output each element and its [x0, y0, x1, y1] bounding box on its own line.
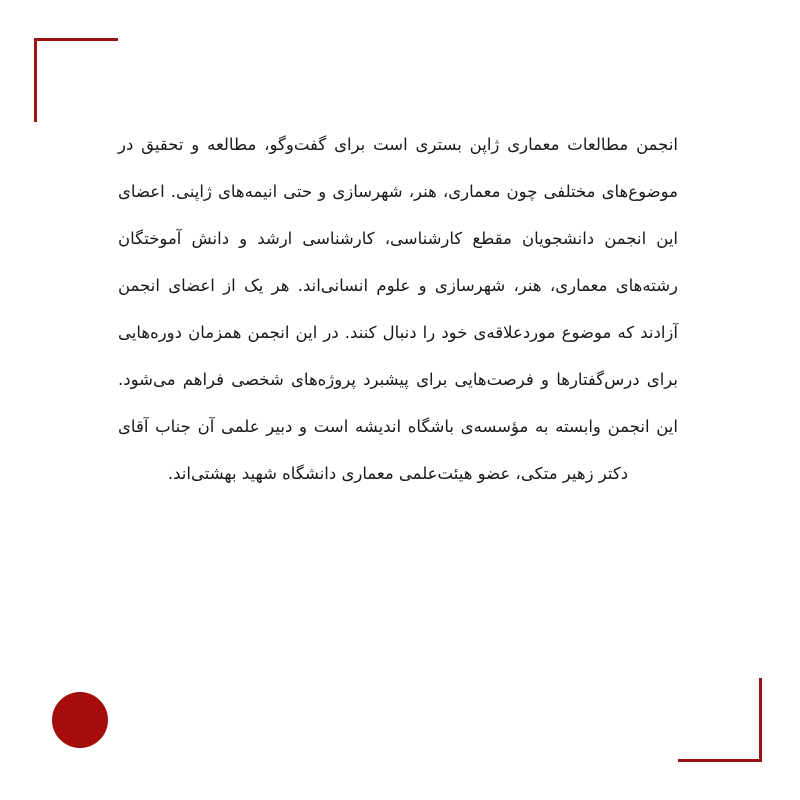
bottom-right-corner-frame-horizontal: [678, 759, 762, 762]
bottom-right-corner-frame-vertical: [759, 678, 762, 762]
top-left-corner-frame-vertical: [34, 38, 37, 122]
association-description-paragraph: انجمن مطالعات معماری ژاپن بستری است برای گفت‌وگو، مطالعه و تحقیق در موضوع‌های مختلفی چون معماری، هنر، شهرسازی و حتی انیمه‌های ژاپنی. اعضای این انجمن دانشجویان مقطع کارشناسی، کارشناسی ارشد و دانش آموختگان رشته‌های معماری، هنر، شهرسازی و علوم انسانی‌اند. هر یک از اعضای انجمن آزادند که موضوع مورد‌علاقه‌ی خود را دنبال کنند. در این انجمن همزمان دوره‌هایی برای درس‌گفتارها و فرصت‌هایی برای پیشبرد پروژه‌های شخصی فراهم می‌شود. این انجمن وابسته به مؤسسه‌ی باشگاه اندیشه است و دبیر علمی آن جناب آقای دکتر زهیر متکی، عضو هیئت‌علمی معماری دانشگاه شهید بهشتی‌اند.: [118, 135, 678, 483]
top-left-corner-frame-horizontal: [34, 38, 118, 41]
red-circle-decoration: [52, 692, 108, 748]
